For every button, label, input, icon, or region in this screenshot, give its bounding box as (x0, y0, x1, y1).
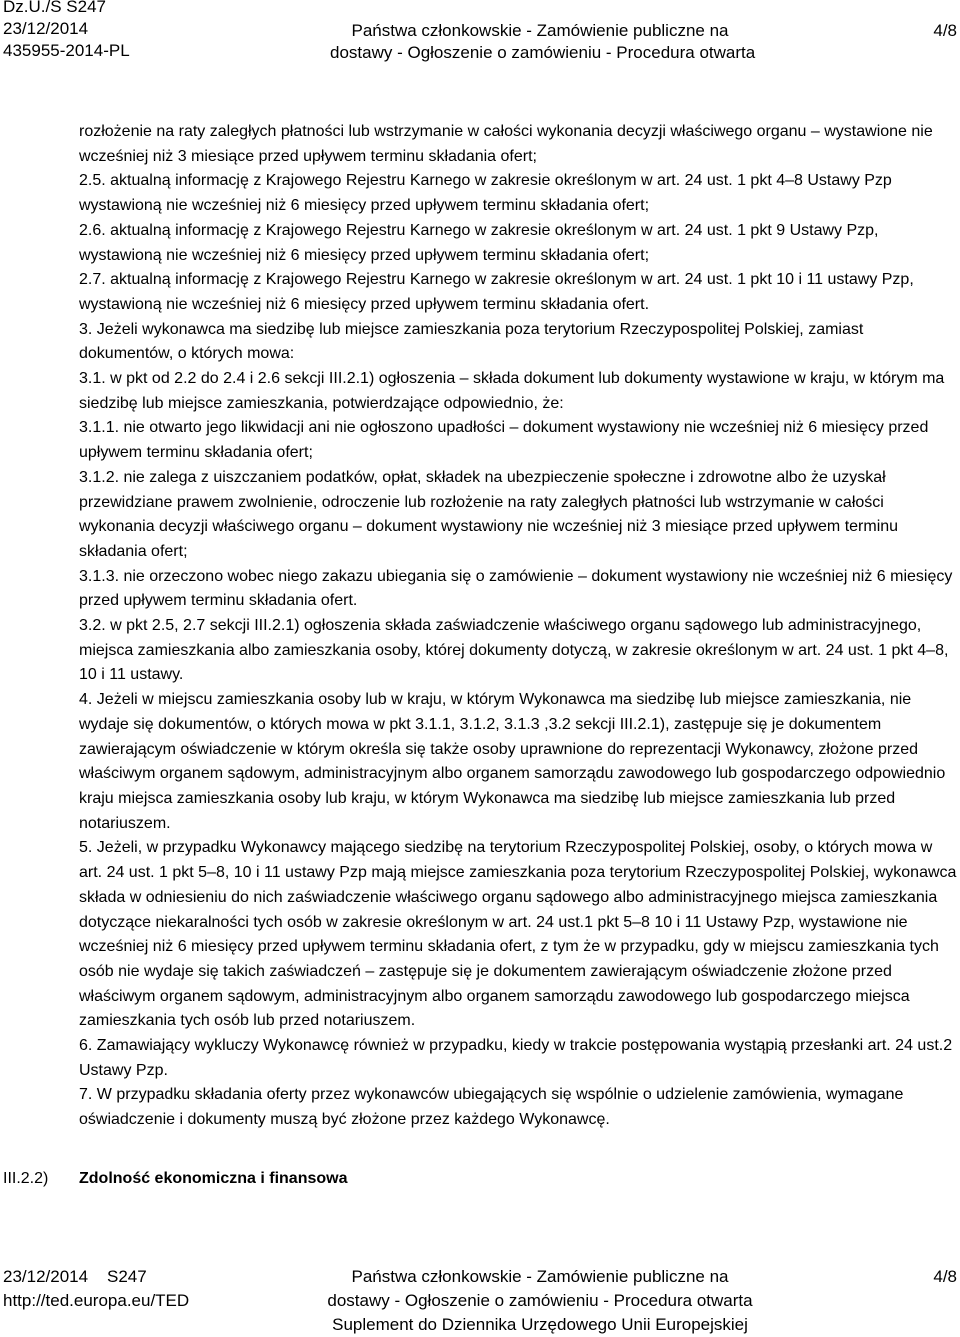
journal-ref: Dz.U./S S247 (3, 0, 106, 16)
paragraph: 3.2. w pkt 2.5, 2.7 sekcji III.2.1) ogłoszenia składa zaświadczenie właściwego organu sądowego lub administracyjnego, miejsca zamieszkania albo zamieszkania osoby, której dokumenty dotyczą, w zakresie określonym w art. 24 ust. 1 pkt 4–8, 10 i 11 ustawy. (79, 617, 949, 684)
document-id: 435955-2014-PL (3, 41, 130, 60)
footer-left (3, 1265, 189, 1313)
paragraph: 3.1.2. nie zalega z uiszczaniem podatków, opłat, składek na ubezpieczenie społeczne i zdrowotne albo że uzyskał przewidziane prawem zwolnienie, odroczenie lub rozłożenie na raty zaległych płatności lub wstrzymanie w całości wykonania decyzji właściwego organu – dokument wystawiony nie wcześniej niż 3 miesiące przed upływem terminu składania ofert; (79, 468, 899, 560)
footer-date: 23/12/2014 (3, 1267, 89, 1286)
paragraph: rozłożenie na raty zaległych płatności lub wstrzymanie w całości wykonania decyzji właściwego organu – wystawione nie wcześniej niż 3 miesiące przed upływem terminu składania ofert; (79, 123, 933, 165)
footer-title-line2: dostawy - Ogłoszenie o zamówieniu - Procedura otwarta (327, 1291, 753, 1310)
paragraph: 2.7. aktualną informację z Krajowego Rejestru Karnego w zakresie określonym w art. 24 ust. 1 pkt 10 i 11 ustawy Pzp, wystawioną nie wcześniej niż 6 miesięcy przed upływem terminu składania ofert. (79, 271, 914, 313)
paragraph: 3.1. w pkt od 2.2 do 2.4 i 2.6 sekcji III.2.1) ogłoszenia – składa dokument lub dokumenty wystawione w kraju, w którym ma siedzibę lub miejsce zamieszkania, potwierdzające odpowiednio, że: (79, 370, 945, 412)
paragraph: 3.1.1. nie otwarto jego likwidacji ani nie ogłoszono upadłości – dokument wystawiony nie wcześniej niż 6 miesięcy przed upływem terminu składania ofert; (79, 419, 929, 462)
paragraph: 3. Jeżeli wykonawca ma siedzibę lub miejsce zamieszkania poza terytorium Rzeczypospolitej Polskiej, zamiast dokumentów, o których mowa: (79, 320, 864, 363)
paragraph: 3.1.3. nie orzeczono wobec niego zakazu ubiegania się o zamówienie – dokument wystawiony nie wcześniej niż 6 miesięcy przed upływem terminu składania ofert. (79, 567, 953, 610)
header-date: 23/12/2014 (3, 19, 89, 38)
header-title (330, 20, 756, 64)
paragraph: 4. Jeżeli w miejscu zamieszkania osoby lub w kraju, w którym Wykonawca ma siedzibę lub miejsce zamieszkania, nie wydaje się dokumentów, o których mowa w pkt 3.1.1, 3.1.2, 3.1.3 ,3.2 sekcji III.2.1), zastępuje się je dokumentem zawierającym oświadczenie w którym określa się także osoby uprawnione do reprezentacji Wykonawcy, złożone przed właściwym organem sądowym, administracyjnym albo organem samorządu zawodowego lub gospodarczego odpowiednio kraju miejsca zamieszkania osoby lub kraju, w którym Wykonawca ma siedzibę lub miejsce zamieszkania lub przed notariuszem. (79, 691, 946, 832)
paragraph: 7. W przypadku składania oferty przez wykonawców ubiegających się wspólnie o udzielenie zamówienia, wymagane oświadczenie i dokumenty muszą być złożone przez każdego Wykonawcę. (79, 1086, 904, 1129)
paragraph: 6. Zamawiający wykluczy Wykonawcę również w przypadku, kiedy w trakcie postępowania wystąpią przesłanki art. 24 ust.2 Ustawy Pzp. (79, 1037, 953, 1079)
header-title-line2: dostawy - Ogłoszenie o zamówieniu - Procedura otwarta (330, 43, 756, 62)
section-title: Zdolność ekonomiczna i finansowa (79, 1170, 348, 1187)
header-title-line1: Państwa członkowskie - Zamówienie publiczne na (351, 21, 729, 40)
notice-body (79, 120, 957, 1133)
footer-date-code (3, 1265, 189, 1289)
footer-title-line1: Państwa członkowskie - Zamówienie publiczne na (351, 1267, 729, 1286)
paragraph: 5. Jeżeli, w przypadku Wykonawcy mającego siedzibę na terytorium Rzeczypospolitej Polskiej, osoby, o których mowa w art. 24 ust. 1 pkt 5–8, 10 i 11 ustawy Pzp mają miejsce zamieszkania poza terytorium Rzeczypospolitej Polskiej, wykonawca składa w odniesieniu do nich zaświadczenie właściwego organu sądowego albo administracyjnego miejsca zamieszkania dotyczące niekaralności tych osób w zakresie określonym w art. 24 ust.1 pkt 5–8 10 i 11 Ustawy Pzp, wystawione nie wcześniej niż 6 miesięcy przed upływem terminu składania ofert, z tym że w przypadku, gdy w miejscu zamieszkania tych osób nie wydaje się takich zaświadczeń – zastępuje się je dokumentem zawierającym oświadczenie złożone przed właściwym organem sądowym, administracyjnym albo organem samorządu zawodowego lub gospodarczego miejsca zamieszkania tych osób lub przed notariuszem. (79, 839, 957, 1030)
footer-code: S247 (107, 1267, 147, 1286)
footer-page-number: 4/8 (933, 1267, 957, 1286)
header-left (3, 0, 130, 62)
paragraph: 2.6. aktualną informację z Krajowego Rejestru Karnego w zakresie określonym w art. 24 ust. 1 pkt 9 Ustawy Pzp, wystawioną nie wcześniej niż 6 miesięcy przed upływem terminu składania ofert; (79, 221, 879, 264)
paragraph: 2.5. aktualną informację z Krajowego Rejestru Karnego w zakresie określonym w art. 24 ust. 1 pkt 4–8 Ustawy Pzp wystawioną nie wcześniej niż 6 miesięcy przed upływem terminu składania ofert; (79, 172, 892, 215)
header-page-number: 4/8 (933, 21, 957, 40)
footer-title (300, 1265, 780, 1337)
section-number: III.2.2) (3, 1170, 49, 1187)
footer-url[interactable]: http://ted.europa.eu/TED (3, 1291, 190, 1310)
footer-title-line3: Suplement do Dziennika Urzędowego Unii Europejskiej (332, 1315, 748, 1334)
